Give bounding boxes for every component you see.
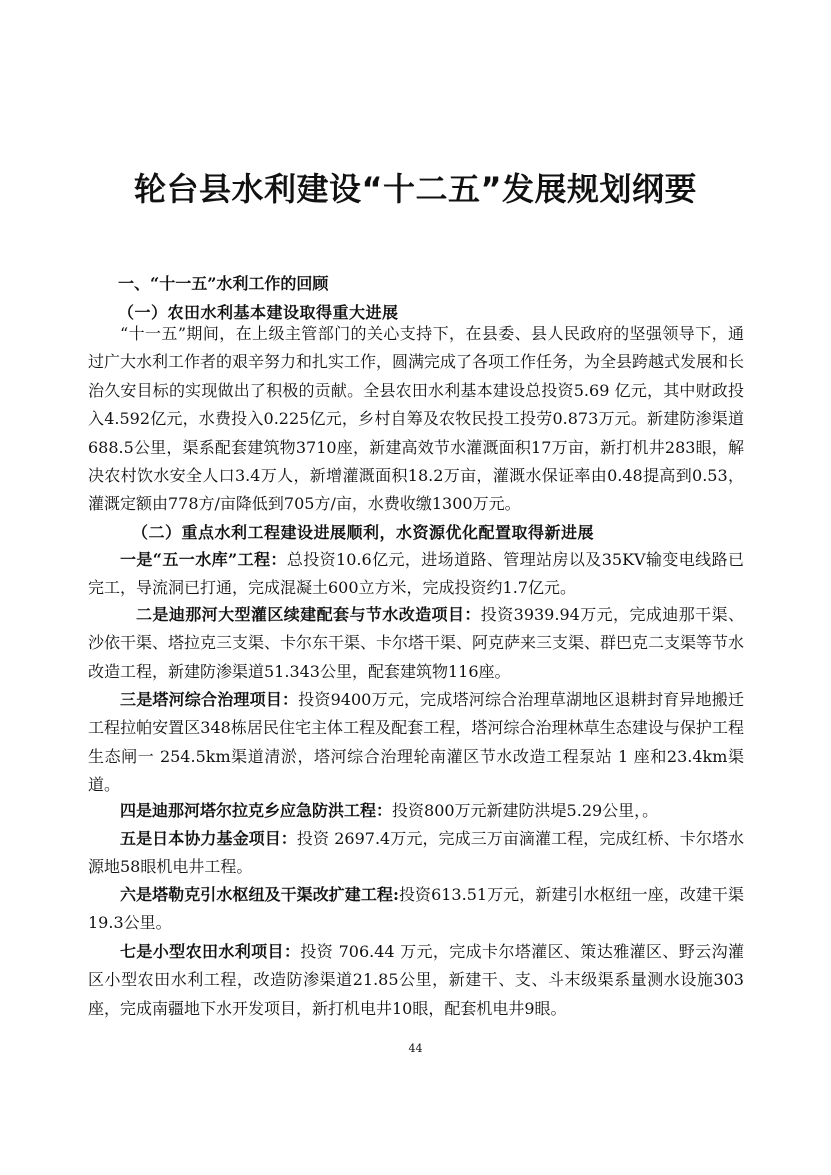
page-title: 轮台县水利建设“十二五”发展规划纲要 [133, 170, 698, 208]
page-number: 44 [408, 1042, 423, 1055]
list-item [88, 686, 744, 800]
item-text: 投资9400万元，完成塔河综合治理草湖地区退耕封育异地搬迁工程拉帕安置区348栋居民住宅主体工程及配套工程，塔河综合治理林草生态建设与保护工程生态闸一 254.5km渠道清淤，塔河综合治理轮南灌区节水改造工程泵站 1 座和23.4km渠道。 [88, 690, 744, 795]
item-text: 投资800万元新建防洪堤5.29公里，。 [392, 801, 659, 820]
item-lead: 三是塔河综合治理项目： [120, 690, 299, 709]
paragraph-overview: “十一五”期间，在上级主管部门的关心支持下，在县委、县人民政府的坚强领导下，通过广大水利工作者的艰辛努力和扎实工作，圆满完成了各项工作任务，为全县跨越式发展和长治久安目标的实现做出了积极的贡献。全县农田水利基本建设总投资5.69 亿元，其中财政投入4.592亿元，水费投入0.225亿元，乡村自筹及农牧民投工投劳0.873万元。新建防渗渠道688.5公里，渠系配套建筑物3710座，新建高效节水灌溉面积17万亩，新打机井283眼，解决农村饮水安全人口3.4万人，新增灌溉面积18.2万亩，灌溉水保证率由0.48提高到0.53，灌溉定额由778方/亩降低到705方/亩，水费收缴1300万元。 [88, 324, 745, 514]
subsection-heading-2: （二）重点水利工程建设进展顺利，水资源优化配置取得新进展 [132, 523, 595, 542]
item-lead: 五是日本协力基金项目： [120, 829, 297, 848]
list-item [88, 797, 744, 825]
item-lead: 六是塔勒克引水枢纽及干渠改扩建工程: [120, 885, 399, 904]
item-lead: 四是迪那河塔尔拉克乡应急防洪工程： [120, 801, 393, 820]
list-item [88, 601, 744, 686]
item-lead: 二是迪那河大型灌区续建配套与节水改造项目： [136, 605, 481, 624]
item-lead: 一是“五一水库”工程： [120, 550, 287, 569]
item-text: 投资613.51万元，新建引水枢纽一座，改建干渠19.3公里。 [88, 885, 744, 933]
section-heading: 一、“十一五”水利工作的回顾 [118, 274, 329, 293]
list-item [88, 546, 744, 603]
list-item [88, 825, 744, 882]
item-text: 投资3939.94万元，完成迪那干渠、沙依干渠、塔拉克三支渠、卡尔东干渠、卡尔塔干渠、阿克萨来三支渠、群巴克二支渠等节水改造工程，新建防渗渠道51.343公里，配套建筑物116座。 [88, 605, 745, 681]
list-item [88, 881, 744, 938]
item-text: 投资 2697.4万元，完成三万亩滴灌工程，完成红桥、卡尔塔水源地58眼机电井工程。 [88, 829, 744, 877]
item-text: 总投资10.6亿元，进场道路、管理站房以及35KV输变电线路已完工，导流洞已打通，完成混凝土600立方米，完成投资约1.7亿元。 [88, 550, 744, 598]
subsection-heading-1: （一）农田水利基本建设取得重大进展 [118, 303, 399, 322]
list-item [88, 938, 744, 1023]
item-text: 投资 706.44 万元，完成卡尔塔灌区、策达雅灌区、野云沟灌区小型农田水利工程，改造防渗渠道21.85公里，新建干、支、斗末级渠系量测水设施303座，完成南疆地下水开发项目，新打机电井10眼，配套机电井9眼。 [88, 942, 744, 1018]
item-lead: 七是小型农田水利项目： [120, 942, 301, 961]
